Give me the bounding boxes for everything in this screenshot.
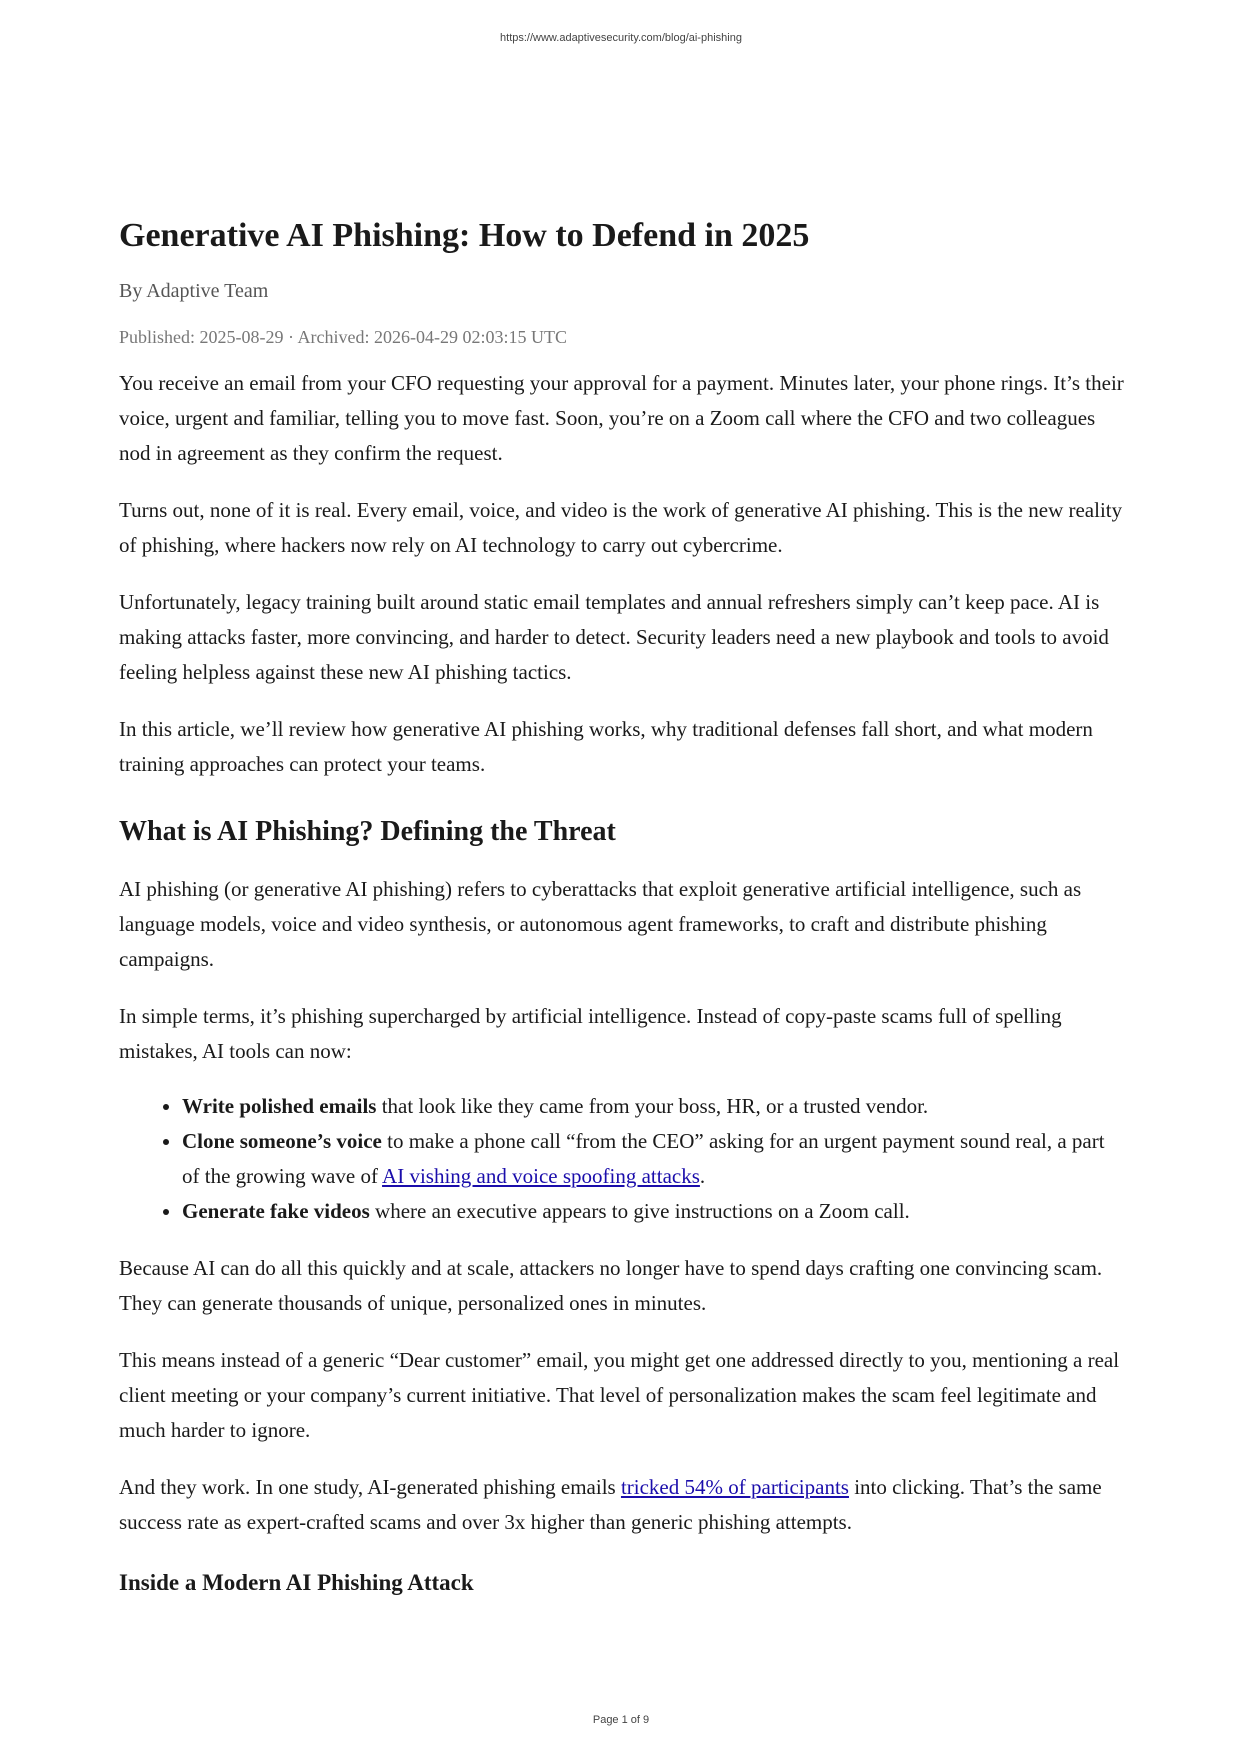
list-item	[182, 1124, 1125, 1194]
list-item	[182, 1194, 1125, 1229]
intro-paragraph-4: In this article, we’ll review how generative AI phishing works, why traditional defenses fall short, and what modern training approaches can protect your teams.	[119, 717, 1093, 776]
list-item-text: where an executive appears to give instructions on a Zoom call.	[369, 1199, 910, 1223]
study-link[interactable]: tricked 54% of participants	[620, 1475, 849, 1499]
intro-paragraph-1: You receive an email from your CFO requesting your approval for a payment. Minutes later, your phone rings. It’s their voice, urgent and familiar, telling you to move fast. Soon, you’re on a Zoom call where the CFO and two colleagues nod in agreement as they confirm the request.	[119, 371, 1124, 465]
list-item-text: to make a phone call “from the CEO” asking for an urgent payment sound real, a part of the growing wave of	[182, 1129, 1105, 1188]
list-item-bold: Write polished emails	[182, 1094, 377, 1118]
intro-paragraph-3: Unfortunately, legacy training built around static email templates and annual refreshers simply can’t keep pace. AI is making attacks faster, more convincing, and harder to detect. Security leaders need a new playbook and tools to avoid feeling helpless against these new AI phishing tactics.	[119, 590, 1109, 684]
study-paragraph	[119, 1470, 1125, 1540]
intro-paragraph-2: Turns out, none of it is real. Every email, voice, and video is the work of generative AI phishing. This is the new reality of phishing, where hackers now rely on AI technology to carry out cybercrime.	[119, 498, 1123, 557]
byline: By Adaptive Team	[119, 280, 269, 302]
list-item	[182, 1089, 1125, 1124]
section-heading-what-is-ai-phishing: What is AI Phishing? Defining the Threat	[119, 816, 616, 847]
list-item-bold: Generate fake videos	[182, 1199, 370, 1223]
publish-dates: Published: 2025-08-29 · Archived: 2026-04-29 02:03:15 UTC	[119, 327, 567, 347]
section-heading-modern-attack: Inside a Modern AI Phishing Attack	[119, 1570, 474, 1595]
list-item-text: that look like they came from your boss, HR, or a trusted vendor.	[376, 1094, 929, 1118]
personalization-paragraph: This means instead of a generic “Dear customer” email, you might get one addressed directly to you, mentioning a real client meeting or your company’s current initiative. That level of personalization makes the scam feel legitimate and much harder to ignore.	[119, 1348, 1120, 1442]
simple-terms-paragraph: In simple terms, it’s phishing supercharged by artificial intelligence. Instead of copy-paste scams full of spelling mistakes, AI tools can now:	[119, 1004, 1062, 1063]
list-item-bold: Clone someone’s voice	[182, 1129, 382, 1153]
definition-paragraph: AI phishing (or generative AI phishing) refers to cyberattacks that exploit generative artificial intelligence, such as language models, voice and video synthesis, or autonomous agent frameworks, to craft and distribute phishing campaigns.	[119, 877, 1082, 971]
ai-capabilities-list	[119, 1089, 1125, 1229]
ai-vishing-link[interactable]: AI vishing and voice spoofing attacks	[382, 1164, 700, 1188]
list-item-text-after: .	[699, 1164, 706, 1188]
study-text-after: into clicking. That’s the same success rate as expert-crafted scams and over 3x higher than generic phishing attempts.	[119, 1475, 1102, 1534]
article-title: Generative AI Phishing: How to Defend in 2025	[119, 217, 810, 254]
article	[119, 212, 1125, 1600]
page-number: Page 1 of 9	[592, 1714, 650, 1726]
page-url: https://www.adaptivesecurity.com/blog/ai-phishing	[500, 32, 742, 44]
scale-paragraph: Because AI can do all this quickly and at scale, attackers no longer have to spend days crafting one convincing scam. They can generate thousands of unique, personalized ones in minutes.	[119, 1256, 1103, 1315]
study-text-before: And they work. In one study, AI-generated phishing emails	[119, 1475, 621, 1499]
